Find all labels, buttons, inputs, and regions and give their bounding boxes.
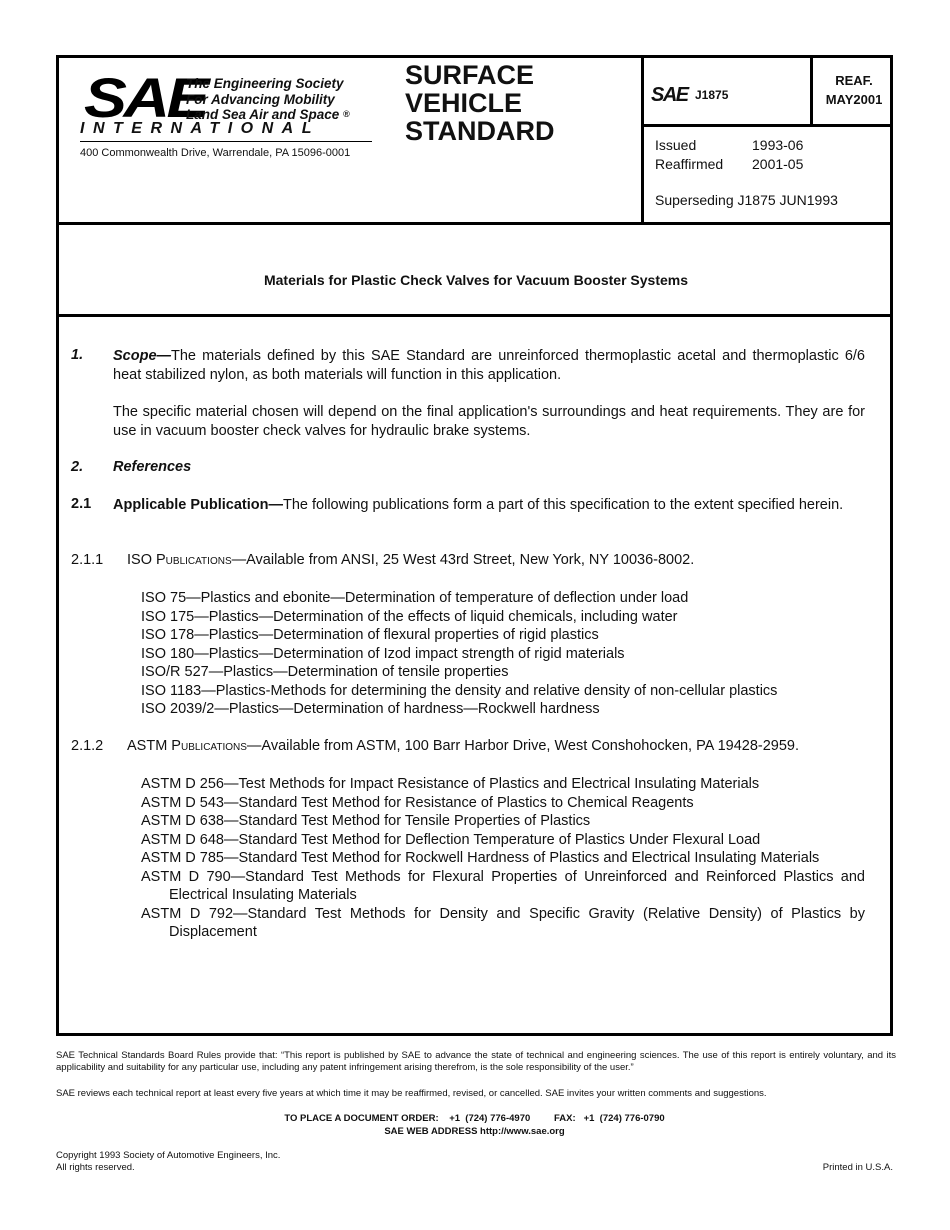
docnum-divider: [641, 124, 893, 127]
applicable-text: The following publications form a part of this specification to the extent specified herein.: [283, 497, 844, 513]
document-title: Materials for Plastic Check Valves for Vacuum Booster Systems: [263, 272, 689, 288]
reaf-label: REAF.: [835, 73, 873, 88]
iso-reference: ISO 178—Plastics—Determination of flexural properties of rigid plastics: [141, 627, 599, 643]
header-vertical-divider: [641, 55, 644, 223]
astm-reference-list: [141, 775, 865, 942]
scope-heading: Scope—: [113, 348, 172, 364]
section-2-1-2-number: 2.1.2: [71, 738, 104, 754]
issued-value: 1993-06: [752, 137, 804, 153]
doc-type-line-2: VEHICLE: [405, 88, 523, 118]
registered-mark: ®: [343, 109, 350, 119]
sae-address: 400 Commonwealth Drive, Warrendale, PA 15096-0001: [80, 147, 351, 159]
astm-reference: ASTM D 790—Standard Test Methods for Flexural Properties of Unreinforced and Reinforced Plastics and Electrical Insulating Materials: [141, 868, 865, 903]
reaffirmed-label: Reaffirmed: [655, 156, 724, 172]
superseding-note: Superseding J1875 JUN1993: [655, 192, 838, 208]
iso-reference-list: [141, 589, 865, 719]
section-2-1-number: 2.1: [71, 496, 92, 512]
astm-reference: ASTM D 638—Standard Test Method for Tensile Properties of Plastics: [141, 813, 591, 829]
reaf-vertical-divider: [810, 55, 813, 126]
section-2-1-1-number: 2.1.1: [71, 552, 104, 568]
logo-rule: [80, 141, 372, 142]
web-address: SAE WEB ADDRESS http://www.sae.org: [384, 1126, 565, 1137]
reaf-date: MAY2001: [825, 92, 883, 107]
astm-publications-source: —Available from ASTM, 100 Barr Harbor Drive, West Conshohocken, PA 19428-2959.: [246, 738, 799, 754]
iso-reference: ISO 175—Plastics—Determination of the effects of liquid chemicals, including water: [141, 608, 678, 625]
document-type: [405, 61, 555, 145]
section-2-1-applicable: [113, 496, 865, 515]
section-1-scope: [113, 347, 865, 385]
astm-reference: ASTM D 785—Standard Test Method for Rockwell Hardness of Plastics and Electrical Insulating Materials: [141, 850, 820, 866]
astm-reference: ASTM D 648—Standard Test Method for Deflection Temperature of Plastics Under Flexural Load: [141, 831, 761, 848]
scope-text: The materials defined by this SAE Standard are unreinforced thermoplastic acetal and thermoplastic 6/6 heat stabilized nylon, as both materials will function in this application.: [113, 348, 865, 383]
iso-reference: ISO/R 527—Plastics—Determination of tensile properties: [141, 664, 509, 680]
all-rights-reserved: All rights reserved.: [56, 1162, 135, 1173]
tagline-line-3: Land Sea Air and Space: [186, 107, 340, 122]
section-2-1-2-heading: [127, 738, 799, 754]
small-sae-logo: SAE: [651, 84, 688, 106]
astm-reference: ASTM D 256—Test Methods for Impact Resistance of Plastics and Electrical Insulating Materials: [141, 776, 760, 792]
sae-logo: SAE: [84, 66, 207, 129]
tagline-line-1: The Engineering Society: [186, 76, 344, 91]
astm-reference: ASTM D 543—Standard Test Method for Resistance of Plastics to Chemical Reagents: [141, 794, 694, 811]
sae-tagline: [186, 76, 350, 123]
iso-reference: ISO 2039/2—Plastics—Determination of hardness—Rockwell hardness: [141, 701, 600, 717]
title-divider: [56, 314, 893, 317]
section-2-1-1-heading: [127, 552, 694, 568]
astm-publications-label: ASTM Publications: [127, 738, 247, 754]
document-number: J1875: [695, 88, 729, 102]
applicable-heading: Applicable Publication—: [113, 497, 283, 513]
scope-paragraph-2: The specific material chosen will depend on the final application's surroundings and heat requirements. They are for use in vacuum booster check valves for hydraulic brake systems.: [113, 404, 865, 439]
iso-reference: ISO 1183—Plastics-Methods for determining the density and relative density of non-cellular plastics: [141, 682, 778, 699]
iso-publications-source: —Available from ANSI, 25 West 43rd Street, New York, NY 10036-8002.: [231, 552, 695, 568]
section-2-number: 2.: [71, 459, 84, 475]
reaffirmation-stamp: [815, 71, 893, 109]
iso-publications-label: ISO Publications: [127, 552, 232, 568]
review-note: SAE reviews each technical report at least every five years at which time it may be reaffirmed, revised, or cancelled. SAE invites your written comments and suggestions.: [56, 1088, 767, 1099]
copyright: Copyright 1993 Society of Automotive Engineers, Inc.: [56, 1150, 281, 1161]
iso-reference: ISO 75—Plastics and ebonite—Determination of temperature of deflection under load: [141, 590, 689, 606]
printed-in: Printed in U.S.A.: [822, 1162, 893, 1173]
international-wordmark: INTERNATIONAL: [80, 120, 320, 137]
issued-label: Issued: [655, 137, 697, 153]
order-line: TO PLACE A DOCUMENT ORDER: +1 (724) 776-4970 FAX: +1 (724) 776-0790: [284, 1113, 665, 1124]
astm-reference: ASTM D 792—Standard Test Methods for Density and Specific Gravity (Relative Density) of Plastics by Displacement: [141, 905, 865, 940]
reaffirmed-value: 2001-05: [752, 156, 804, 172]
issue-dates: [655, 136, 803, 174]
tagline-line-2: For Advancing Mobility: [186, 91, 335, 107]
standards-board-rules: SAE Technical Standards Board Rules provide that: “This report is published by SAE to advance the state of technical and engineering sciences. The use of this report is entirely voluntary, and its applicability and suitability for any particular use, including any patent infringement arising therefrom, is the sole responsibility of the user.”: [56, 1050, 896, 1073]
section-2-heading: References: [113, 459, 192, 475]
header-divider: [56, 222, 893, 225]
doc-type-line-3: STANDARD: [405, 116, 555, 146]
iso-reference: ISO 180—Plastics—Determination of Izod impact strength of rigid materials: [141, 645, 625, 662]
doc-type-line-1: SURFACE: [405, 60, 535, 90]
section-1-number: 1.: [71, 347, 84, 363]
